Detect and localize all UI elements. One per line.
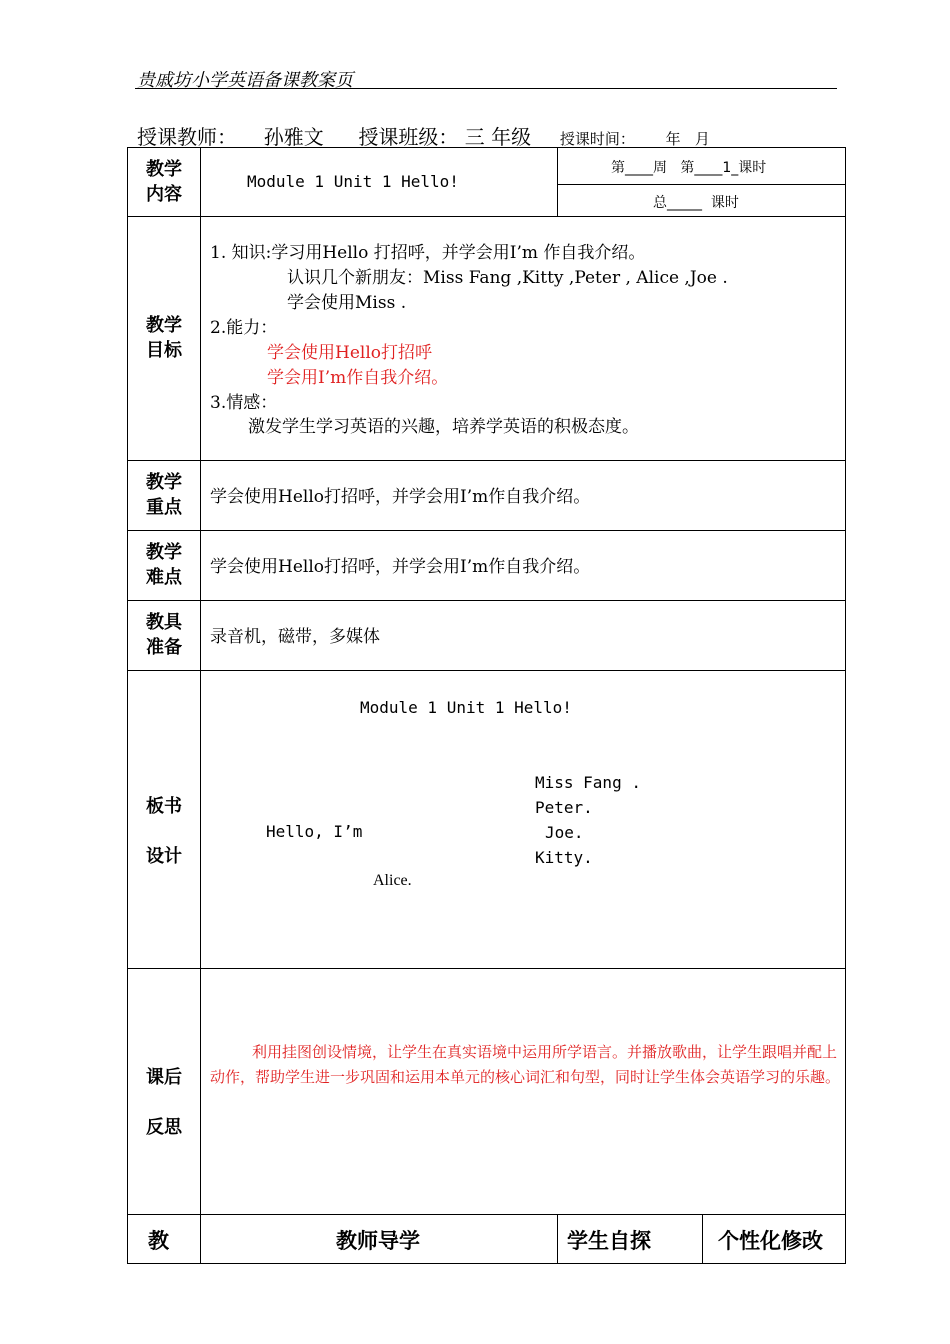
difficulties-value: 学会使用Hello打招呼，并学会用I’m作自我介绍。 <box>210 557 591 577</box>
objective-line: 学会用I’m作自我介绍。 <box>267 368 449 388</box>
objective-line: 激发学生学习英语的兴趣，培养学英语的积极态度。 <box>248 417 639 437</box>
board-name: Kitty. <box>535 848 593 867</box>
footer-col-teach: 教 <box>148 1229 169 1253</box>
time-label: 授课时间： <box>559 130 635 148</box>
week-period-line: 第____周 第____1_课时 <box>611 160 767 176</box>
board-label: 板书 设计 <box>146 796 182 867</box>
lesson-info-row <box>137 121 710 150</box>
teacher-name: 孙雅文 <box>263 125 324 149</box>
objective-line: 学会使用Miss . <box>287 293 407 313</box>
board-name: Peter. <box>535 798 593 817</box>
tools-value: 录音机，磁带，多媒体 <box>210 627 380 647</box>
objective-line: 1. 知识:学习用Hello 打招呼，并学会用I’m 作自我介绍。 <box>210 243 646 263</box>
content-value: Module 1 Unit 1 Hello! <box>247 172 459 191</box>
teacher-label: 授课教师： <box>137 125 237 149</box>
header-underline <box>135 88 837 89</box>
objective-line: 学会使用Hello打招呼 <box>267 343 432 363</box>
board-greeting: Hello, I’m <box>266 822 363 841</box>
board-title: Module 1 Unit 1 Hello! <box>360 698 572 717</box>
objectives-label: 教学 目标 <box>146 315 182 361</box>
board-name: Miss Fang . <box>535 773 641 792</box>
objective-line: 认识几个新朋友：Miss Fang ,Kitty ,Peter , Alice ,Joe . <box>287 268 728 288</box>
board-extra-name: Alice. <box>373 872 412 889</box>
footer-col-personal-edit: 个性化修改 <box>718 1229 823 1253</box>
board-name: Joe. <box>545 823 584 842</box>
key-points-label: 教学 重点 <box>146 472 182 518</box>
footer-col-teacher-guide: 教师导学 <box>336 1229 420 1253</box>
difficulties-label: 教学 难点 <box>146 542 182 588</box>
tools-label: 教具 准备 <box>146 612 182 658</box>
page-header-title: 贵戚坊小学英语备课教案页 <box>137 70 353 91</box>
reflection-label: 课后 反思 <box>146 1067 182 1138</box>
content-label: 教学 内容 <box>146 159 182 205</box>
footer-col-student-explore: 学生自探 <box>567 1229 651 1253</box>
total-periods-line: 总_____ 课时 <box>653 195 739 211</box>
class-label: 授课班级： <box>358 125 459 149</box>
objective-line: 3.情感： <box>210 393 278 413</box>
time-value: 年 月 <box>665 130 710 148</box>
reflection-text: 利用挂图创设情境，让学生在真实语境中运用所学语言。并播放歌曲，让学生跟唱并配上动作，帮助学生进一步巩固和运用本单元的核心词汇和句型，同时让学生体会英语学习的乐趣。 <box>210 1043 841 1086</box>
objective-line: 2.能力： <box>210 318 278 338</box>
class-value: 三 年级 <box>464 125 532 149</box>
key-points-value: 学会使用Hello打招呼，并学会用I’m作自我介绍。 <box>210 487 591 507</box>
